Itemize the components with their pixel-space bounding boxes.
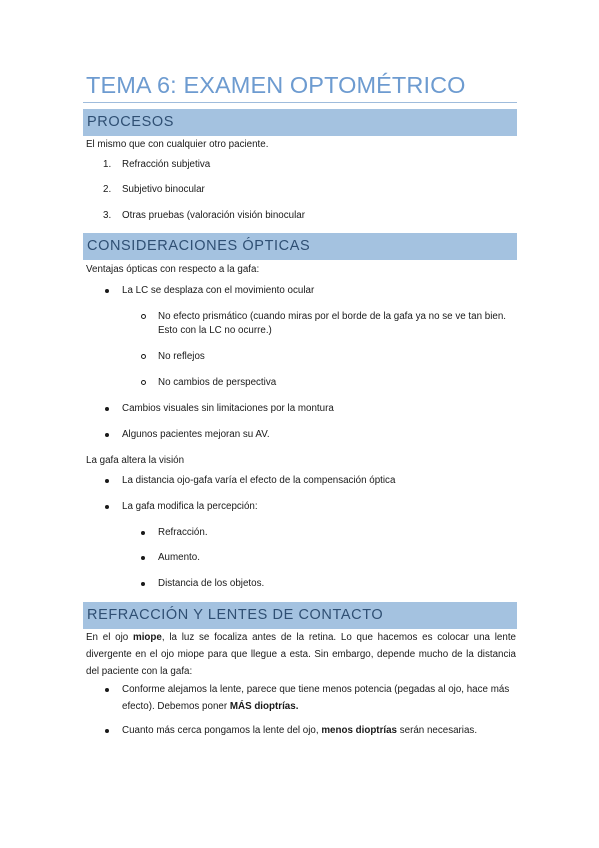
circle-bullet-icon <box>141 380 146 385</box>
list-number: 3. <box>103 210 112 221</box>
text-run: En el ojo <box>86 632 133 643</box>
list-item: No cambios de perspectiva <box>158 377 277 388</box>
consideraciones-intro: Ventajas ópticas con respecto a la gafa: <box>86 264 260 275</box>
consideraciones-intro-2: La gafa altera la visión <box>86 455 185 466</box>
bullet-icon <box>141 556 145 560</box>
list-number: 1. <box>103 159 112 170</box>
list-item-continuation: Esto con la LC no ocurre.) <box>158 325 272 336</box>
title-divider <box>83 102 517 103</box>
text-run: , la luz se focaliza antes de la retina. Lo que hacemos es colocar una lente divergente en el ojo miope para que llegue a esta. Sin embargo, depende mucho de la distancia del paciente con la gafa: <box>86 632 516 677</box>
list-item: La gafa modifica la percepción: <box>122 501 258 512</box>
circle-bullet-icon <box>141 354 146 359</box>
list-number: 2. <box>103 184 112 195</box>
text-run: Cuanto más cerca pongamos la lente del ojo, <box>122 725 322 736</box>
list-item: La LC se desplaza con el movimiento ocular <box>122 285 315 296</box>
text-run: serán necesarias. <box>397 725 478 736</box>
list-item: No efecto prismático (cuando miras por el borde de la gafa ya no se ve tan bien. <box>158 311 506 322</box>
bullet-icon <box>105 289 109 293</box>
list-item: Distancia de los objetos. <box>158 578 265 589</box>
list-item <box>122 681 516 715</box>
list-item: La distancia ojo-gafa varía el efecto de la compensación óptica <box>122 475 396 486</box>
list-item: Subjetivo binocular <box>122 184 205 195</box>
bold-term: MÁS dioptrías. <box>229 701 299 712</box>
bold-term: menos dioptrías <box>321 725 397 736</box>
circle-bullet-icon <box>141 314 146 319</box>
list-item: Otras pruebas (valoración visión binocular <box>122 210 305 221</box>
bold-term: miope <box>132 632 162 643</box>
bullet-icon <box>105 433 109 437</box>
section-heading: REFRACCIÓN Y LENTES DE CONTACTO <box>87 607 384 623</box>
list-item: Refracción subjetiva <box>122 159 211 170</box>
bullet-icon <box>141 582 145 586</box>
refraccion-paragraph <box>86 629 516 680</box>
section-header-procesos <box>83 109 517 136</box>
bullet-icon <box>141 531 145 535</box>
list-item: No reflejos <box>158 351 205 362</box>
text-run: Conforme alejamos la lente, parece que tiene menos potencia (pegadas al ojo, hace más efecto). Debemos poner <box>122 684 510 712</box>
bullet-icon <box>105 729 109 733</box>
list-item: Algunos pacientes mejoran su AV. <box>122 429 270 440</box>
procesos-intro: El mismo que con cualquier otro paciente. <box>86 139 269 150</box>
section-heading: CONSIDERACIONES ÓPTICAS <box>87 238 311 254</box>
list-item: Cambios visuales sin limitaciones por la montura <box>122 403 334 414</box>
list-item: Refracción. <box>158 527 208 538</box>
section-header-consideraciones <box>83 233 517 260</box>
list-item <box>122 722 477 739</box>
section-heading: PROCESOS <box>87 114 174 130</box>
bullet-icon <box>105 688 109 692</box>
list-item: Aumento. <box>158 552 200 563</box>
bullet-icon <box>105 407 109 411</box>
page-title: TEMA 6: EXAMEN OPTOMÉTRICO <box>86 72 466 98</box>
bullet-icon <box>105 505 109 509</box>
bullet-icon <box>105 479 109 483</box>
section-header-refraccion <box>83 602 517 629</box>
